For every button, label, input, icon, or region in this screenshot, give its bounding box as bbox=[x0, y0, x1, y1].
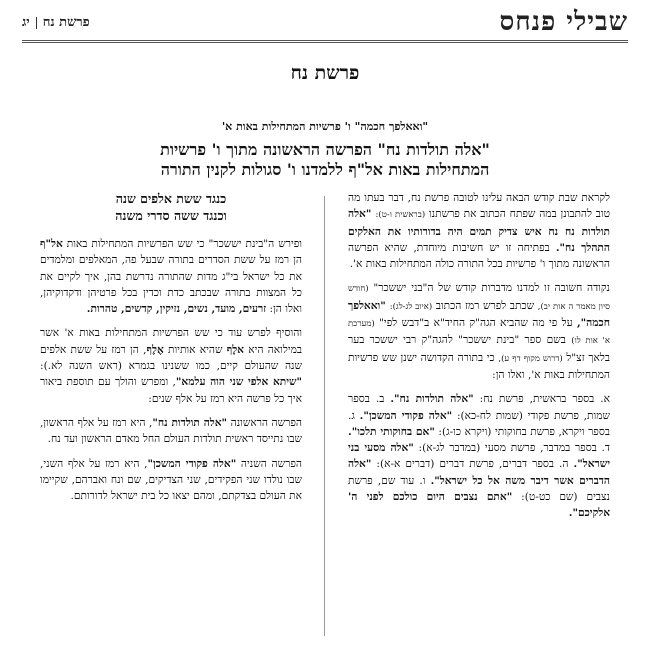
text-run: , הן רמז על ששת אלפים שנה שהעולם קיים, כמו ששנינו בגמרא bbox=[40, 343, 302, 373]
column-heading-line-2: וכנגד ששה סדרי משנה bbox=[115, 208, 227, 223]
bold-run: "אלה הדברים אשר דיבר משה אל כל ישראל". bbox=[348, 458, 610, 487]
column-heading-line-1: כנגד ששת אלפים שנה bbox=[115, 191, 227, 206]
text-run: ג. בספר ויקרא, פרשת בחוקותי bbox=[348, 409, 610, 438]
source-reference: (דרוש מקוף דף ע), bbox=[498, 353, 563, 364]
main-heading-line-1: "אלה תולדות נח" הפרשה הראשונה מתוך ו' פרשיות bbox=[160, 140, 490, 159]
text-run: שהיא אותיות bbox=[163, 343, 227, 356]
right-column bbox=[348, 190, 610, 530]
bold-run: "אלה מסעי בני ישראל". bbox=[348, 442, 610, 471]
source-reference: (בראשית ו-ט): bbox=[375, 210, 426, 221]
text-run: (דברים א-א): bbox=[371, 458, 435, 471]
text-run: (שמות לח-כא): bbox=[452, 409, 523, 422]
text-run: הן רמז על ששת הסדרים בתורה שבעל פה, המאלפים ומלמדים את כל ישראל בי"ג מדות שהתורה נדרשת בהן, איך לקיים את כל המצוות בתורה שבכתב כדת וכדין בכל פרטיהן ודקדוקיהן, ואלו הן: bbox=[40, 254, 302, 316]
main-heading bbox=[60, 140, 590, 180]
running-parasha: פרשת נח bbox=[42, 15, 90, 30]
text-run: שכתב לפרש רמז הכתוב bbox=[432, 299, 538, 312]
text-run: לקראת שבת קודש הבאה עלינו לטובה פרשת נח, דבר בעתו מה טוב להתבונן במה שפתח הכתוב את פרשתנו bbox=[348, 192, 610, 221]
text-run: (ראש השנה לא.): bbox=[40, 360, 123, 373]
paragraph bbox=[40, 325, 302, 406]
bold-run: אל"ף bbox=[40, 238, 63, 250]
bold-run: "שיתא אלפי שני הוה עלמא" bbox=[175, 376, 303, 389]
left-column bbox=[40, 190, 302, 512]
text-run: כי בתורה הקדושה ישנן שש פרשיות המתחילות באות א', ואלו הן: bbox=[348, 351, 610, 381]
paragraph bbox=[40, 456, 302, 505]
text-run: ופירש ה"בינת יששכר" כי שש הפרשיות המתחילות באות bbox=[62, 238, 302, 250]
text-run: ו. עוד שם, פרשת נצבים bbox=[348, 474, 610, 504]
text-run: , ומפרש והולך עם תוספת ביאור איך כל פרשה היא רמז על אלף שנים: bbox=[40, 376, 302, 405]
bold-run: זרעים, מועד, נשים, נזיקין, קדשים, טהרות. bbox=[86, 303, 267, 316]
paragraph bbox=[348, 190, 610, 272]
source-reference: (חודש סיון מאמר ה אות יב), bbox=[348, 284, 611, 312]
column-heading bbox=[40, 190, 302, 224]
paragraph bbox=[40, 236, 302, 317]
text-run: (שם כט-ט): bbox=[512, 491, 578, 504]
text-run: (במדבר לג-א): bbox=[413, 442, 481, 455]
text-run: בפתיחה זו יש חשיבות מיוחדת, שהיא הפרשה הראשונה מתוך ו' פרשיות בכל התורה כולה המתחילות באות א'. bbox=[348, 241, 610, 271]
main-heading-line-2: המתחילות באות אל"ף ללמדנו ו' סגולות לקנין התורה bbox=[160, 160, 490, 179]
parasha-title: פרשת נח bbox=[290, 62, 360, 84]
paragraph bbox=[348, 280, 610, 383]
running-head bbox=[22, 14, 90, 30]
text-run: א. בספר בראשית, פרשת נח: bbox=[473, 393, 610, 406]
bold-run: "אתם נצבים היום כולכם לפני ה' אלקיכם". bbox=[348, 491, 610, 520]
text-run: , היא רמז על אלף השני, שבו נולדו שני הפקידים, שני הצדיקים, שם ונח ואברהם, שקיימו את העולם בצדקתם, ומהם יצאו כל בית ישראל לדורותם. bbox=[40, 457, 302, 503]
text-run: הפרשה השניה bbox=[236, 457, 302, 470]
bold-run: "אלה פקודי המשכן". bbox=[359, 409, 453, 422]
text-run: ה. בספר דברים, פרשת דברים bbox=[434, 458, 574, 471]
bold-run: אֶלֶף bbox=[146, 343, 164, 356]
text-run: נקודה חשובה זו למדנו מדברות קודש של ה"בני יששכר" bbox=[368, 282, 610, 295]
section-subheading: "ואאלפך חכמה" ו' פרשיות המתחילות באות א' bbox=[221, 120, 429, 133]
bold-run: "אלה פקודי המשכן" bbox=[147, 457, 237, 470]
source-reference: (מערכת א' אות לו) bbox=[348, 319, 610, 347]
text-run: והוסיף לפרש עוד כי שש הפרשיות המתחילות באות א' אשר במילואה היא bbox=[40, 327, 302, 356]
bold-run: "אם בחוקותי תלכו". bbox=[348, 425, 435, 438]
verse-quote: "ואאלפך חכמה", bbox=[348, 299, 610, 330]
bold-run: "אלה תולדות נח" bbox=[152, 416, 228, 429]
page-header bbox=[22, 6, 628, 38]
page-number: יג bbox=[22, 15, 30, 30]
header-rule bbox=[22, 40, 628, 43]
text-run: ד. בספר במדבר, פרשת מסעי bbox=[480, 442, 610, 455]
verse-quote: "אלה תולדות נח נח איש צדיק תמים היה בדורותיו את האלקים התהלך נח". bbox=[348, 208, 610, 254]
text-run: הפרשה הראשונה bbox=[227, 416, 302, 429]
book-title-logo: שבילי פנחס bbox=[499, 7, 628, 37]
paragraph bbox=[348, 391, 610, 521]
header-separator bbox=[36, 17, 37, 29]
text-run: בשם ספר "בינת יששכר" להגה"ק רבי יששכר בער בלאך זצ"ל bbox=[348, 334, 610, 364]
column-divider bbox=[324, 196, 325, 636]
text-run: על פי מה שהביא הגה"ק החיד"א ב"דבש לפי" bbox=[374, 317, 577, 330]
bold-run: אלֶף bbox=[226, 343, 244, 356]
source-reference: (איוב לג-לג): bbox=[389, 301, 433, 312]
text-run: (ויקרא כו-ג): bbox=[434, 425, 492, 438]
text-run: , היא רמז על אלף הראשון, שבו נתייסד ראשית תולדות העולם החל מאדם הראשון ועד נח. bbox=[40, 416, 302, 446]
paragraph bbox=[40, 415, 302, 448]
bold-run: "אלה תולדות נח". bbox=[390, 393, 474, 406]
text-run: ב. בספר שמות, פרשת פקודי bbox=[348, 393, 610, 422]
